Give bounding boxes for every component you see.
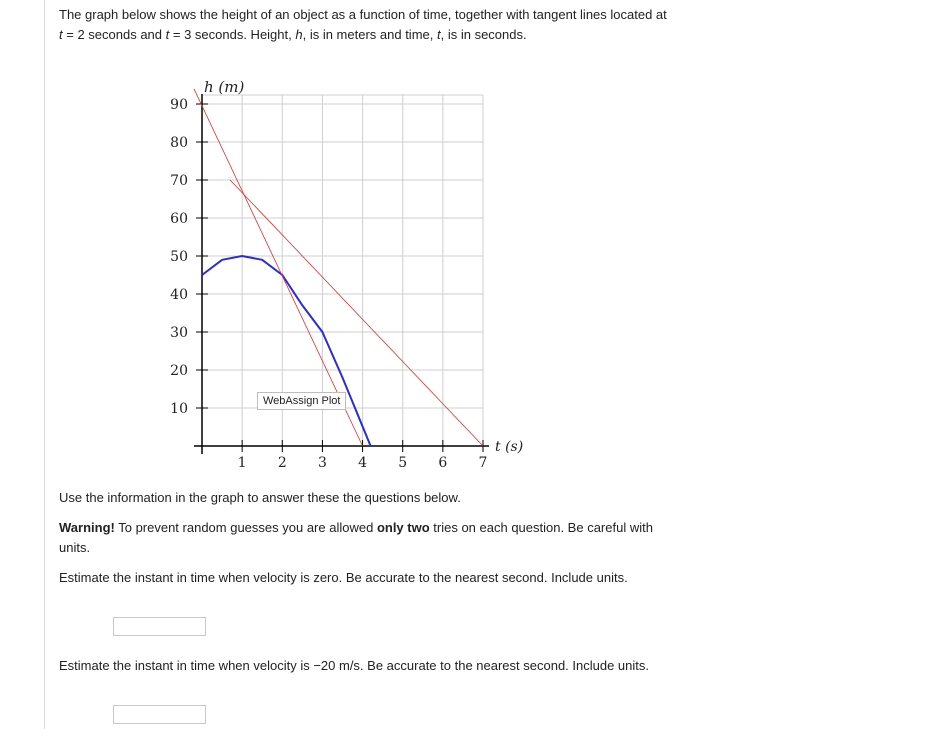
x-axis-label: t (s) [495, 439, 524, 455]
x-tick-label: 3 [317, 455, 327, 471]
x-tick-label: 4 [358, 455, 368, 471]
left-border [44, 0, 45, 729]
warning-text: Warning! To prevent random guesses you are allowed only two tries on each question. Be careful with units. [59, 520, 653, 555]
x-tick-label: 5 [398, 455, 408, 471]
x-tick-label: 2 [277, 455, 287, 471]
x-tick-label: 1 [237, 455, 247, 471]
answer-1-input[interactable] [113, 617, 206, 636]
instructions-text: Use the information in the graph to answer these the questions below. [59, 490, 461, 505]
question-2: Estimate the instant in time when velocity is −20 m/s. Be accurate to the nearest second. Include units. [59, 658, 650, 673]
y-axis-label: h (m) [204, 78, 245, 96]
answer-2-input[interactable] [113, 705, 206, 724]
y-tick-label: 20 [170, 363, 188, 379]
y-tick-label: 30 [170, 325, 188, 341]
y-tick-label: 80 [170, 135, 188, 151]
webassign-plot-tooltip: WebAssign Plot [257, 392, 346, 410]
y-tick-label: 50 [170, 249, 188, 265]
y-tick-label: 90 [170, 97, 188, 113]
y-tick-label: 10 [170, 401, 188, 417]
intro-text: The graph below shows the height of an object as a function of time, together with tangent lines located at t = 2 seconds and t = 3 seconds. Height, h, is in meters and time, t, is in seconds. [59, 7, 667, 42]
x-tick-label: 7 [478, 455, 488, 471]
height-time-graph [160, 72, 540, 482]
y-tick-label: 60 [170, 211, 188, 227]
y-tick-label: 40 [170, 287, 188, 303]
question-1: Estimate the instant in time when velocity is zero. Be accurate to the nearest second. Include units. [59, 570, 628, 585]
x-tick-label: 6 [438, 455, 448, 471]
y-tick-label: 70 [170, 173, 188, 189]
